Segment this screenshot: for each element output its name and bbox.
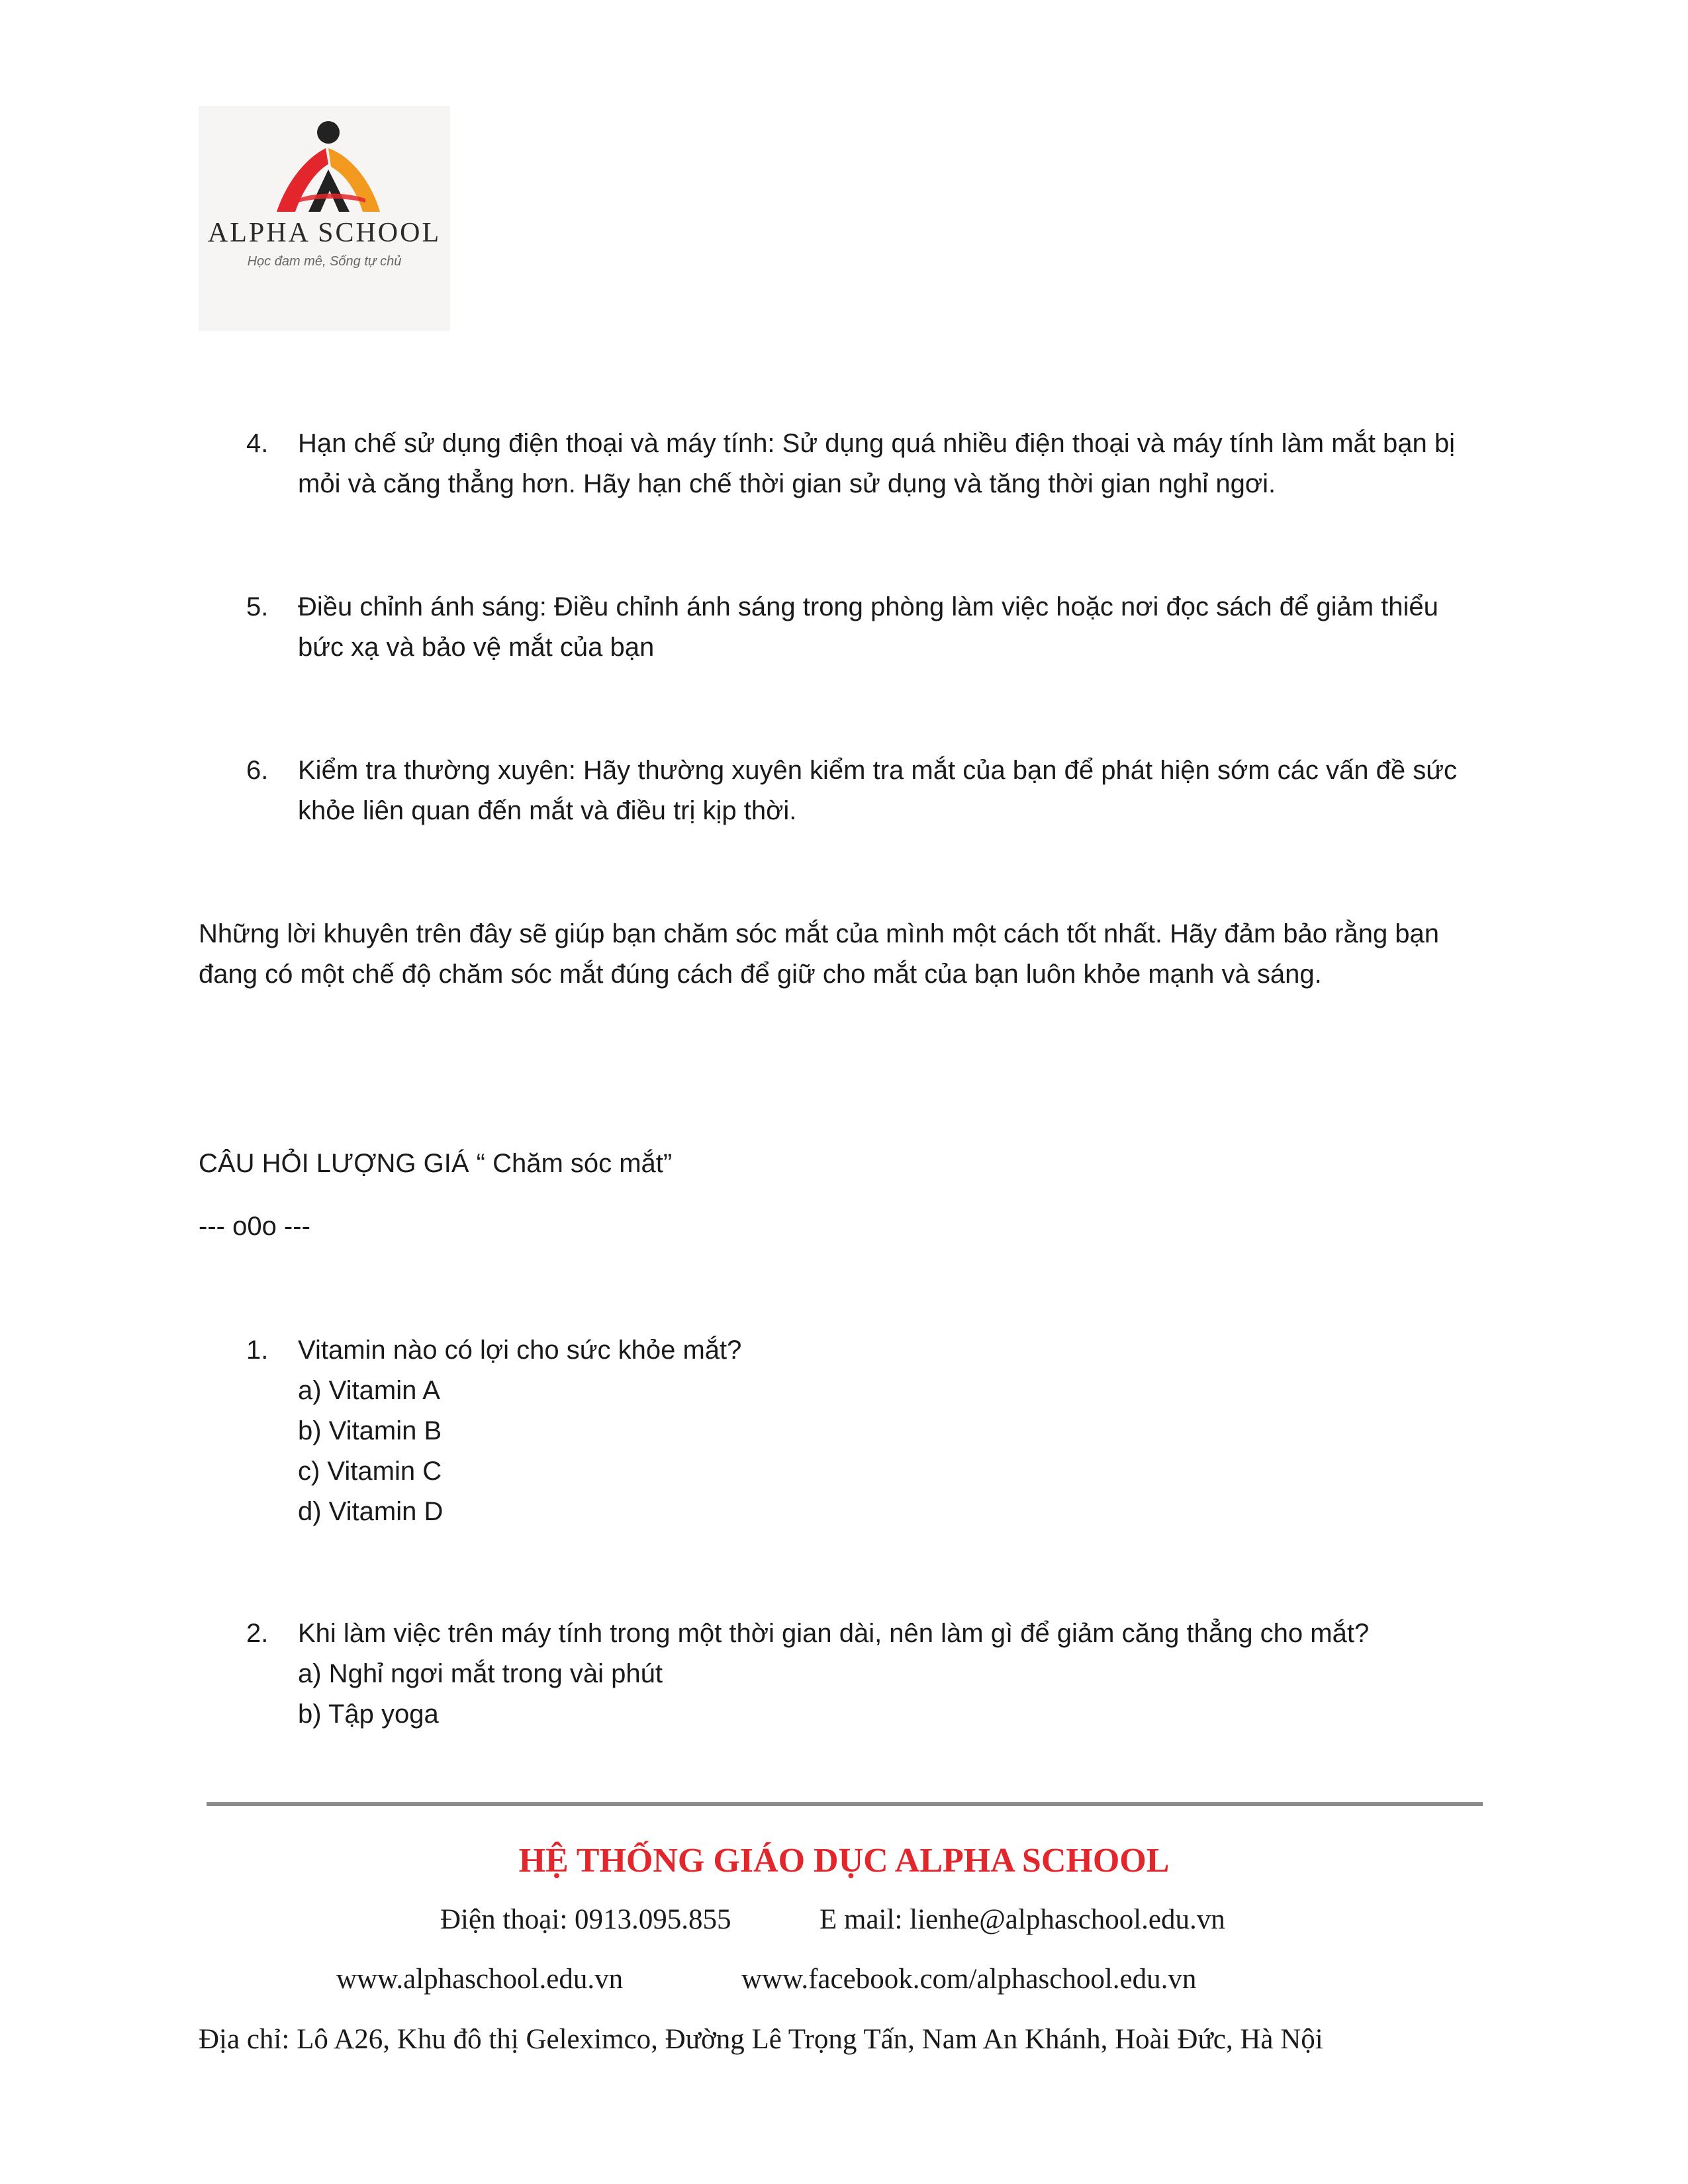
logo-slogan: Học đam mê, Sống tự chủ bbox=[247, 254, 402, 269]
footer-facebook-link[interactable]: www.facebook.com/alphaschool.edu.vn bbox=[741, 1964, 1197, 1995]
question-text: Vitamin nào có lợi cho sức khỏe mắt? bbox=[298, 1336, 742, 1365]
footer-phone: Điện thoại: 0913.095.855 bbox=[440, 1904, 731, 1935]
answer-option: c) Vitamin C bbox=[298, 1457, 442, 1486]
tip-item bbox=[246, 587, 1491, 668]
list-number: 4. bbox=[246, 429, 269, 458]
question-text: Khi làm việc trên máy tính trong một thời gian dài, nên làm gì để giảm căng thẳng cho mắt? bbox=[298, 1619, 1370, 1648]
tip-item bbox=[246, 424, 1491, 504]
quiz-separator: --- o0o --- bbox=[199, 1212, 310, 1241]
quiz-title: CÂU HỎI LƯỢNG GIÁ “ Chăm sóc mắt” bbox=[199, 1149, 673, 1178]
list-number: 5. bbox=[246, 592, 269, 621]
alpha-school-logo bbox=[199, 106, 450, 331]
answer-option: b) Vitamin B bbox=[298, 1416, 442, 1445]
footer-website-link[interactable]: www.alphaschool.edu.vn bbox=[336, 1964, 624, 1995]
list-number: 6. bbox=[246, 756, 269, 785]
question-number: 2. bbox=[246, 1619, 269, 1648]
logo-a-mark-icon bbox=[199, 106, 450, 225]
question-number: 1. bbox=[246, 1336, 269, 1365]
quiz-question bbox=[246, 1614, 1491, 1735]
tip-text: Kiểm tra thường xuyên: Hãy thường xuyên kiểm tra mắt của bạn để phát hiện sớm các vấn đề sức khỏe liên quan đến mắt và điều trị kịp thời. bbox=[298, 756, 1457, 825]
answer-option: b) Tập yoga bbox=[298, 1700, 439, 1729]
answer-option: d) Vitamin D bbox=[298, 1497, 444, 1526]
conclusion-paragraph: Những lời khuyên trên đây sẽ giúp bạn chăm sóc mắt của mình một cách tốt nhất. Hãy đảm bảo rằng bạn đang có một chế độ chăm sóc mắt đúng cách để giữ cho mắt của bạn luôn khỏe mạnh và sáng. bbox=[199, 919, 1440, 989]
tip-item bbox=[246, 751, 1491, 831]
tip-text: Điều chỉnh ánh sáng: Điều chỉnh ánh sáng trong phòng làm việc hoặc nơi đọc sách để giảm thiểu bức xạ và bảo vệ mắt của bạn bbox=[298, 592, 1438, 662]
answer-option: a) Nghỉ ngơi mắt trong vài phút bbox=[298, 1659, 663, 1688]
tip-text: Hạn chế sử dụng điện thoại và máy tính: Sử dụng quá nhiều điện thoại và máy tính làm mắt bạn bị mỏi và căng thẳng hơn. Hãy hạn chế thời gian sử dụng và tăng thời gian nghỉ ngơi. bbox=[298, 429, 1455, 498]
footer-title: HỆ THỐNG GIÁO DỤC ALPHA SCHOOL bbox=[518, 1842, 1170, 1880]
logo-wordmark: ALPHA SCHOOL bbox=[207, 218, 442, 248]
quiz-question bbox=[246, 1330, 1491, 1532]
answer-option: a) Vitamin A bbox=[298, 1376, 440, 1405]
footer-divider bbox=[207, 1802, 1483, 1806]
footer-email: E mail: lienhe@alphaschool.edu.vn bbox=[820, 1904, 1225, 1935]
footer-address: Địa chỉ: Lô A26, Khu đô thị Geleximco, Đường Lê Trọng Tấn, Nam An Khánh, Hoài Đức, Hà Nội bbox=[199, 2024, 1323, 2055]
